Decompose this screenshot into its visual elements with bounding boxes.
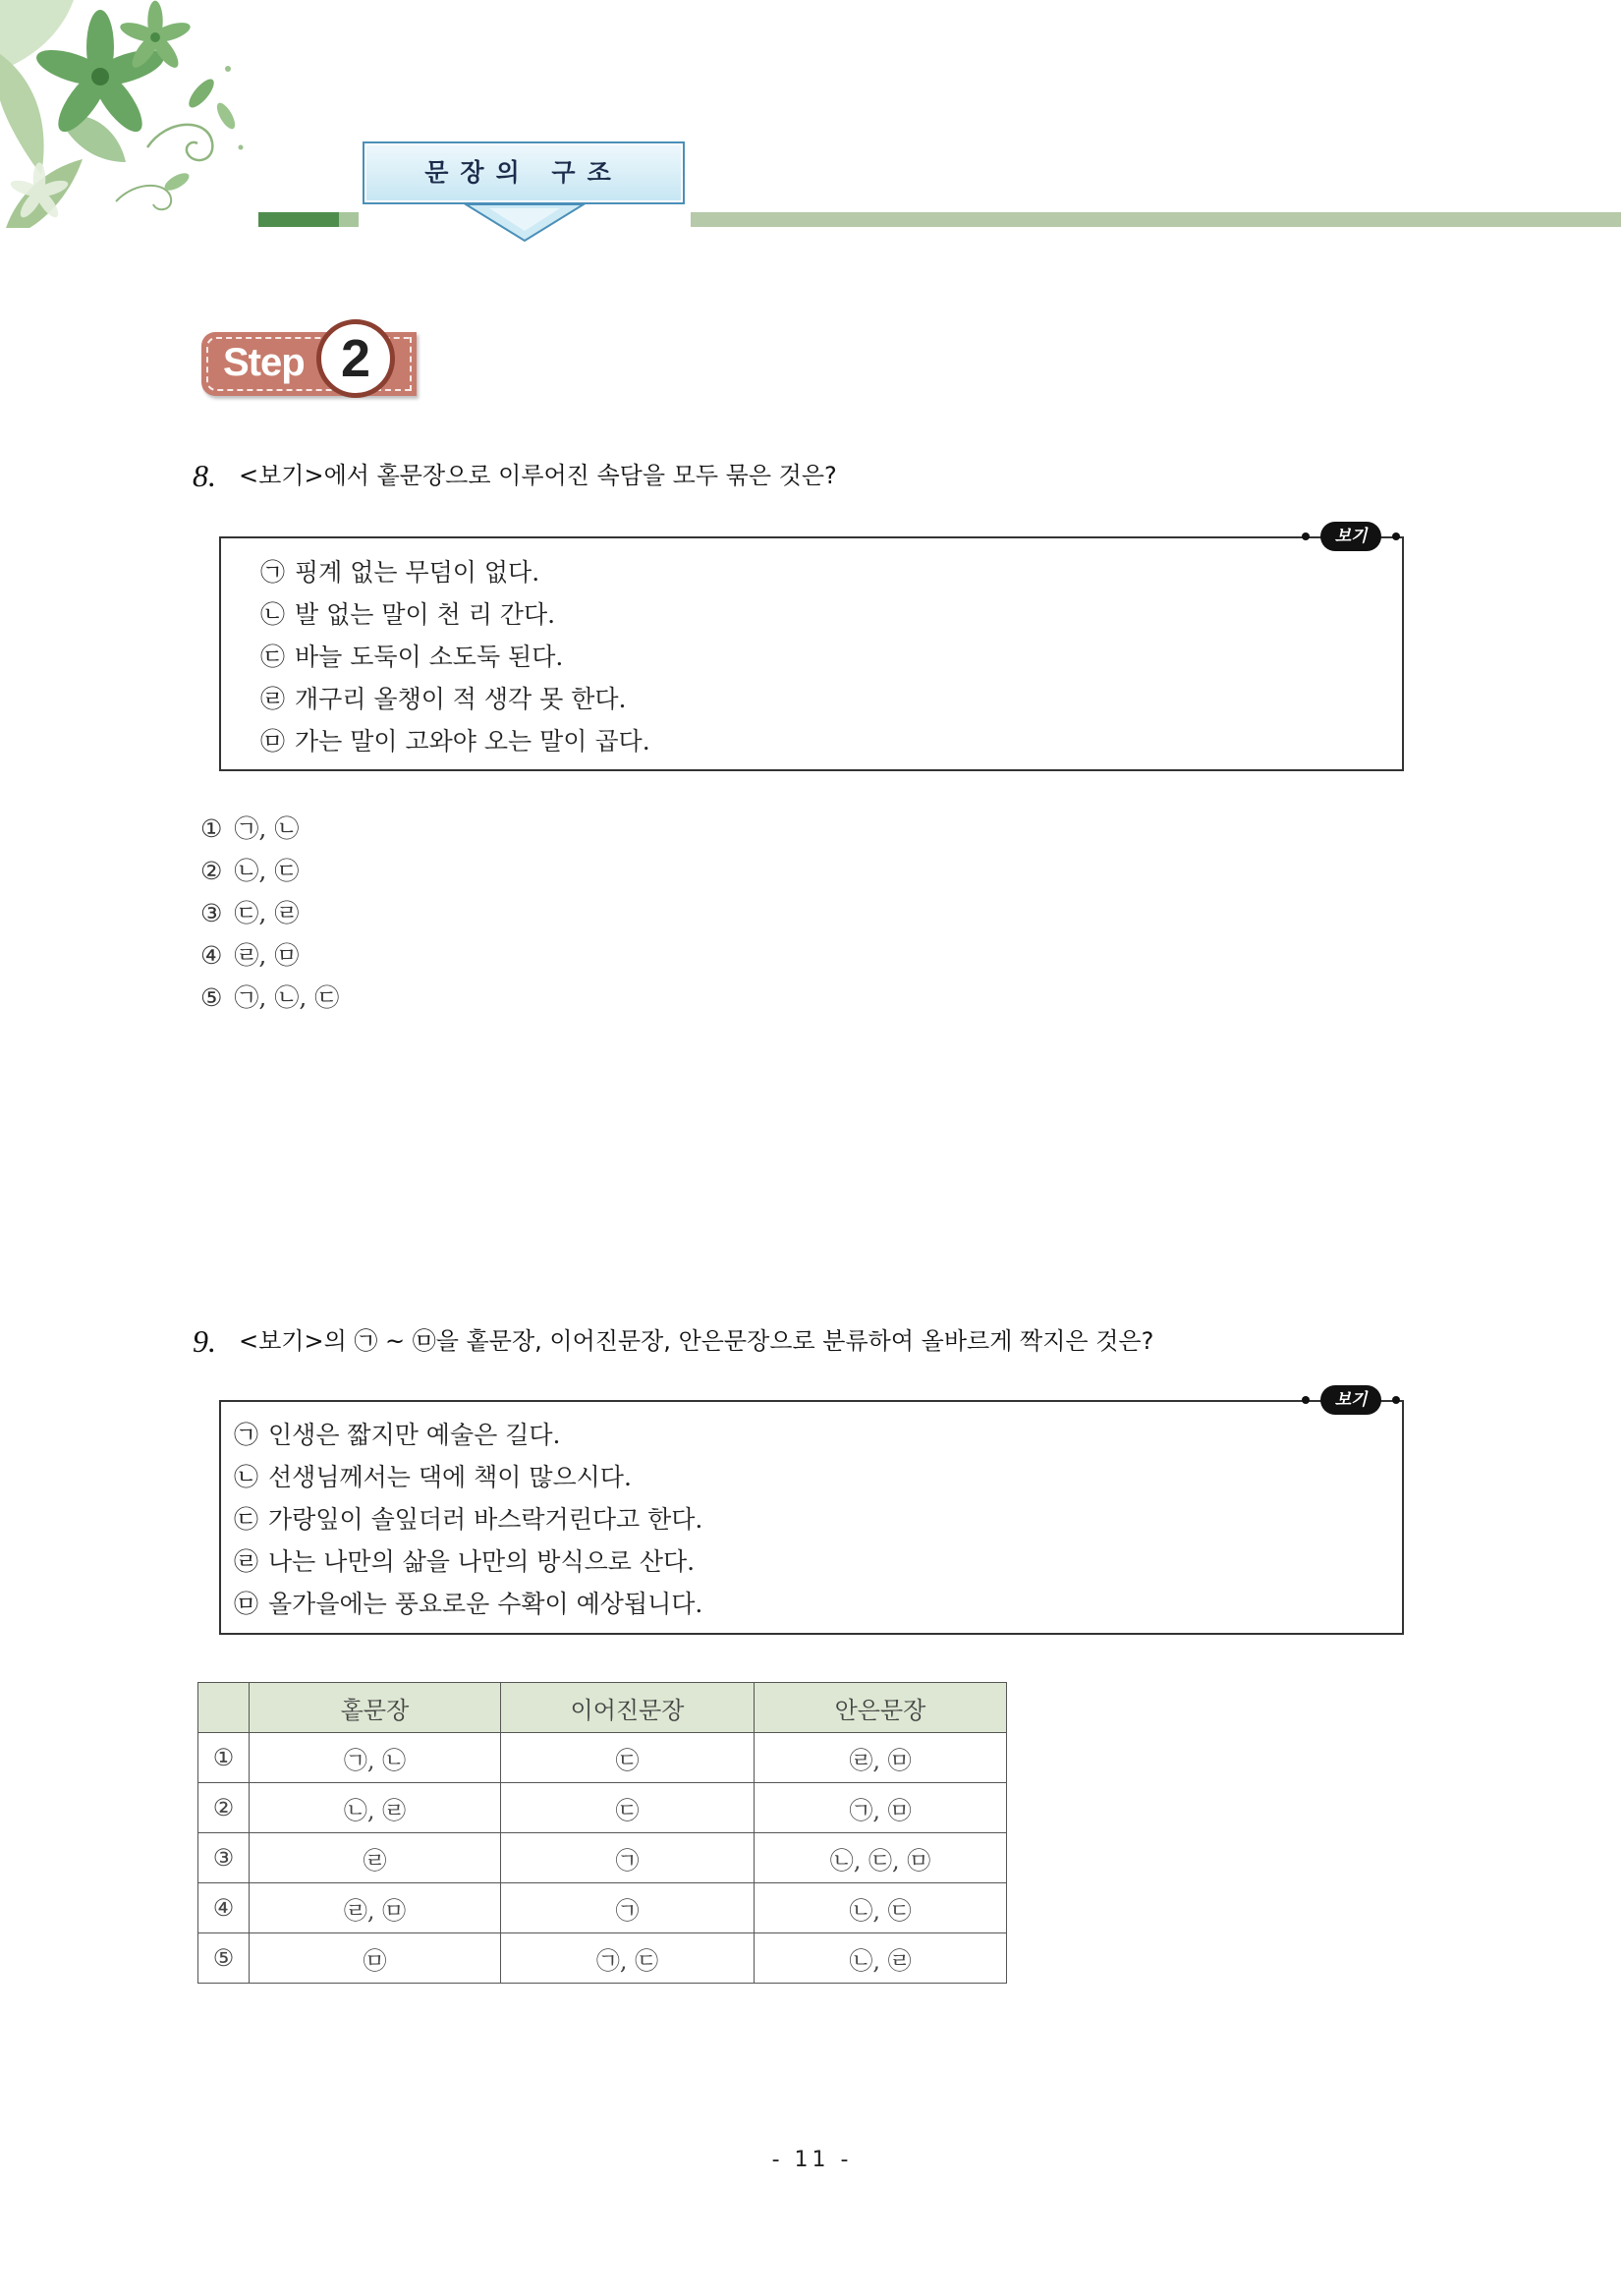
bogi-text: 가는 말이 고와야 오는 말이 곱다.: [295, 727, 650, 756]
table-header: 이어진문장: [501, 1683, 755, 1733]
option-value: ㉠, ㉡, ㉢: [234, 983, 340, 1012]
option-value: ㉡, ㉢: [234, 857, 300, 885]
table-row: [198, 1933, 1007, 1984]
step-number: 2: [316, 319, 395, 398]
bogi-marker: ㉣: [260, 685, 286, 713]
table-cell: ㉡, ㉢, ㉤: [755, 1833, 1007, 1883]
floral-decoration-icon: [0, 0, 257, 228]
question-text: <보기>의 ㉠ ~ ㉤을 홑문장, 이어진문장, 안은문장으로 분류하여 올바르게 짝지은 것은?: [239, 1327, 1154, 1355]
option-value: ㉢, ㉣: [234, 899, 300, 927]
bogi-text: 가랑잎이 솔잎더러 바스락거린다고 한다.: [268, 1505, 703, 1534]
question-number: 9.: [193, 1323, 216, 1359]
option-marker: ①: [198, 1733, 250, 1783]
bogi-item: [234, 1414, 1402, 1456]
question-number: 8.: [193, 458, 216, 493]
bogi-marker: ㉠: [260, 558, 286, 587]
tag-dot-icon: [1302, 1396, 1310, 1404]
table-cell: ㉡, ㉢: [755, 1883, 1007, 1933]
bogi-marker: ㉡: [234, 1463, 259, 1491]
table-cell: ㉠, ㉡: [250, 1733, 501, 1783]
option-marker: ④: [198, 1883, 250, 1933]
answer-table: [197, 1682, 1007, 1984]
table-cell: ㉠, ㉤: [755, 1783, 1007, 1833]
table-row: [198, 1833, 1007, 1883]
bogi-item: [234, 1456, 1402, 1498]
bogi-text: 개구리 올챙이 적 생각 못 한다.: [295, 685, 627, 713]
option-marker: ③: [198, 1833, 250, 1883]
bogi-marker: ㉡: [260, 600, 286, 629]
header-bar-long: [691, 212, 1621, 227]
bogi-text: 선생님께서는 댁에 책이 많으시다.: [268, 1463, 632, 1491]
option-marker: ⑤: [200, 983, 223, 1012]
bogi-box: [219, 1400, 1404, 1635]
table-header-row: [198, 1683, 1007, 1733]
question-text: <보기>에서 홑문장으로 이루어진 속담을 모두 묶은 것은?: [239, 462, 837, 489]
bogi-marker: ㉣: [234, 1547, 259, 1576]
bogi-text: 나는 나만의 삶을 나만의 방식으로 산다.: [268, 1547, 696, 1576]
bogi-item: [260, 720, 1402, 762]
step-label: Step: [223, 341, 305, 384]
header-bar-light: [339, 212, 359, 227]
option-marker: ②: [198, 1783, 250, 1833]
table-cell: ㉡, ㉣: [755, 1933, 1007, 1984]
table-cell: ㉣, ㉤: [755, 1733, 1007, 1783]
table-header: 안은문장: [755, 1683, 1007, 1733]
down-arrow-icon: [460, 202, 589, 244]
option-marker: ①: [200, 814, 223, 843]
bogi-item: [234, 1583, 1402, 1625]
table-corner-cell: [198, 1683, 250, 1733]
table-cell: ㉠: [501, 1833, 755, 1883]
bogi-tag-label: 보기: [1320, 522, 1381, 551]
bogi-item: [260, 678, 1402, 720]
table-cell: ㉠, ㉢: [501, 1933, 755, 1984]
page-number: - 11 -: [771, 2148, 853, 2172]
answer-option: [200, 850, 339, 892]
table-cell: ㉣: [250, 1833, 501, 1883]
table-header: 홑문장: [250, 1683, 501, 1733]
bogi-marker: ㉤: [234, 1590, 259, 1618]
bogi-marker: ㉤: [260, 727, 286, 756]
bogi-marker: ㉠: [234, 1421, 259, 1449]
bogi-box: [219, 536, 1404, 771]
tag-dot-icon: [1392, 532, 1400, 540]
option-marker: ⑤: [198, 1933, 250, 1984]
table-cell: ㉢: [501, 1783, 755, 1833]
bogi-item: [234, 1540, 1402, 1583]
tag-dot-icon: [1302, 532, 1310, 540]
bogi-text: 올가을에는 풍요로운 수확이 예상됩니다.: [268, 1590, 703, 1618]
bogi-item: [234, 1498, 1402, 1540]
table-row: [198, 1783, 1007, 1833]
answer-option: [200, 977, 339, 1019]
bogi-text: 발 없는 말이 천 리 간다.: [295, 600, 556, 629]
bogi-text: 핑계 없는 무덤이 없다.: [295, 558, 540, 587]
answer-option: [200, 808, 339, 850]
bogi-marker: ㉢: [260, 643, 286, 671]
bogi-item: [260, 636, 1402, 678]
bogi-tag: [1302, 1385, 1400, 1415]
table-cell: ㉡, ㉣: [250, 1783, 501, 1833]
answer-options: [200, 808, 339, 1019]
bogi-item: [260, 551, 1402, 593]
bogi-tag-label: 보기: [1320, 1385, 1381, 1415]
tag-dot-icon: [1392, 1396, 1400, 1404]
table-cell: ㉤: [250, 1933, 501, 1984]
table-row: [198, 1733, 1007, 1783]
answer-option: [200, 934, 339, 977]
section-title: 문장의 구조: [363, 141, 685, 204]
table-cell: ㉣, ㉤: [250, 1883, 501, 1933]
answer-option: [200, 892, 339, 934]
bogi-text: 인생은 짧지만 예술은 길다.: [268, 1421, 561, 1449]
header-bar-dark: [258, 212, 339, 227]
bogi-text: 바늘 도둑이 소도둑 된다.: [295, 643, 564, 671]
option-marker: ②: [200, 857, 223, 885]
table-cell: ㉠: [501, 1883, 755, 1933]
table-row: [198, 1883, 1007, 1933]
bogi-tag: [1302, 522, 1400, 551]
option-marker: ④: [200, 941, 223, 970]
option-value: ㉣, ㉤: [234, 941, 300, 970]
bogi-item: [260, 593, 1402, 636]
bogi-marker: ㉢: [234, 1505, 259, 1534]
option-value: ㉠, ㉡: [234, 814, 300, 843]
table-cell: ㉢: [501, 1733, 755, 1783]
option-marker: ③: [200, 899, 223, 927]
